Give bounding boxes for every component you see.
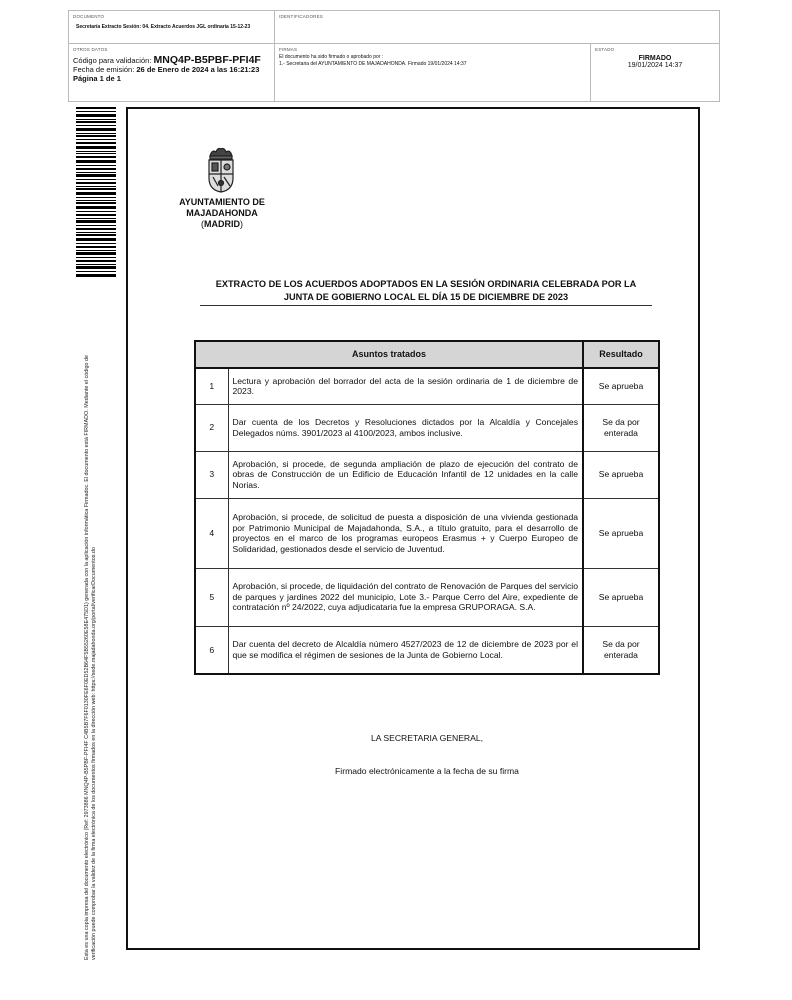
estado-label: ESTADO	[595, 47, 615, 52]
otros-datos-label: OTROS DATOS	[73, 47, 108, 52]
documento-cell	[69, 11, 275, 43]
row-result: Se da por enterada	[583, 626, 659, 674]
row-result: Se aprueba	[583, 498, 659, 568]
row-text: Aprobación, si procede, de segunda ampliación de plazo de ejecución del contrato de obras de Construcción de un Edificio de Educación Infantil de 12 unidades en la calle Norias.	[228, 451, 583, 498]
table-row	[195, 404, 659, 451]
table-row	[195, 368, 659, 404]
org-line-2: MAJADAHONDA	[186, 208, 258, 218]
side-note-line-2: verificación puede comprobar la validez de la firma electrónica de los documentos firmados en la dirección web: https://sede.majadahonda.org/portal/verificarDocumentos.do	[90, 547, 97, 960]
header-resultado: Resultado	[583, 341, 659, 368]
issue-date-line	[73, 65, 270, 74]
row-number: 1	[195, 368, 228, 404]
identificadores-cell	[275, 11, 719, 43]
row-result: Se aprueba	[583, 368, 659, 404]
identificadores-label: IDENTIFICADORES	[279, 14, 324, 19]
coat-of-arms-icon	[204, 146, 238, 194]
row-text: Aprobación, si procede, de liquidación del contrato de Renovación de Parques del servicio de parques y jardines 2022 del municipio, Lote 3.- Parque Cerro del Aire, expediente de contratación nº 24/2022, cuya adjudicataria fue la empresa GRUPORAGA. S.A.	[228, 568, 583, 626]
table-row	[195, 626, 659, 674]
documento-label: DOCUMENTO	[73, 14, 105, 19]
firmas-detail: 1.- Secretaria del AYUNTAMIENTO DE MAJADAHONDA. Firmado 19/01/2024 14:37	[279, 60, 467, 67]
estado-date: 19/01/2024 14:37	[627, 62, 683, 69]
document-header-row-2	[68, 44, 720, 102]
row-text: Dar cuenta del decreto de Alcaldía número 4527/2023 de 12 de diciembre de 2023 por el que se modifica el régimen de sesiones de la Junta de Gobierno Local.	[228, 626, 583, 674]
firmas-intro: El documento ha sido firmado o aprobado por :	[279, 54, 384, 60]
title-line-1: EXTRACTO DE LOS ACUERDOS ADOPTADOS EN LA SESIÓN ORDINARIA CELEBRADA POR LA	[215, 279, 637, 289]
side-note-line-1: Esta es una copia impresa del documento electrónico (Ref: 2973886 MNQ4P-B5PBF-PFI4F C4B5B7F6F0130FE6F0ED52B64F5B55260E58E475D1) generada con la aplicación informática Firmadoc. El documento está FIRMADO. Mediante el código de	[84, 355, 90, 960]
validation-code-line	[73, 56, 270, 65]
row-result: Se aprueba	[583, 568, 659, 626]
firmas-label: FIRMAS	[279, 47, 298, 52]
row-number: 6	[195, 626, 228, 674]
row-number: 4	[195, 498, 228, 568]
title-line-2: JUNTA DE GOBIERNO LOCAL EL DÍA 15 DE DICIEMBRE DE 2023	[283, 292, 569, 302]
org-line-1: AYUNTAMIENTO DE	[179, 197, 265, 207]
otros-datos-cell	[69, 44, 275, 101]
row-number: 3	[195, 451, 228, 498]
signatory-role: LA SECRETARIA GENERAL,	[370, 733, 484, 743]
header-asuntos: Asuntos tratados	[195, 341, 583, 368]
table-header-row	[195, 341, 659, 368]
document-title	[200, 278, 652, 306]
table-row	[195, 498, 659, 568]
signature-note: Firmado electrónicamente a la fecha de su firma	[335, 766, 519, 776]
row-text: Dar cuenta de los Decretos y Resoluciones dictados por la Alcaldía y Concejales Delegados núms. 3901/2023 al 4100/2023, ambos inclusive.	[228, 404, 583, 451]
documento-value: Secretaría Extracto Sesión: 04. Extracto Acuerdos JGL ordinaria 15-12-23	[76, 24, 251, 30]
firmas-cell	[275, 44, 591, 101]
issue-date-value: 26 de Enero de 2024 a las 16:21:23	[136, 65, 260, 74]
document-header-row-1	[68, 10, 720, 44]
agreements-table	[194, 340, 660, 675]
organization-name	[156, 197, 288, 230]
row-result: Se aprueba	[583, 451, 659, 498]
row-text: Aprobación, si procede, de solicitud de puesta a disposición de una vivienda gestionada por Patrimonio Municipal de Majadahonda, S.A., a título gratuito, para el desarrollo de proyectos en el marco de los programas europeos Erasmus + y Cuerpo Europeo de Solidaridad, gestionados desde el servicio de Juventud.	[228, 498, 583, 568]
issue-date-label: Fecha de emisión:	[73, 65, 135, 74]
row-text: Lectura y aprobación del borrador del acta de la sesión ordinaria de 1 de diciembre de 2023.	[228, 368, 583, 404]
org-line-3: (MADRID)	[201, 219, 243, 229]
estado-cell	[591, 44, 719, 101]
row-number: 2	[195, 404, 228, 451]
validation-code-label: Código para validación:	[73, 56, 152, 65]
page-count: Página 1 de 1	[73, 74, 121, 83]
estado-value: FIRMADO	[638, 55, 672, 62]
validation-code: MNQ4P-B5PBF-PFI4F	[153, 54, 261, 66]
table-row	[195, 451, 659, 498]
side-verification-note	[84, 280, 97, 960]
row-result: Se da por enterada	[583, 404, 659, 451]
row-number: 5	[195, 568, 228, 626]
barcode	[76, 107, 116, 277]
table-row	[195, 568, 659, 626]
